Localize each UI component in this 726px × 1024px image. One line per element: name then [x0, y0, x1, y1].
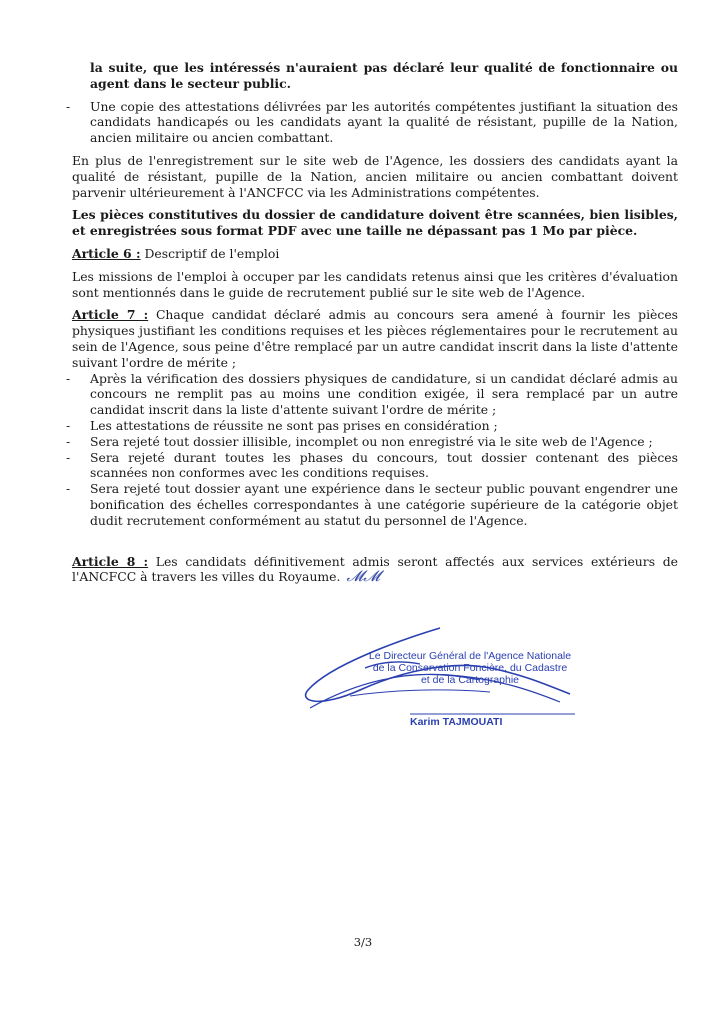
article-8-paragraph [72, 554, 678, 586]
list-item: - Sera rejeté tout dossier ayant une expérience dans le secteur public pouvant engendrer une bonification des échelles correspondantes à une catégorie supérieure de la catégorie objet dudit recrutement conformément au statut du personnel de l'Agence. [72, 481, 678, 528]
handwritten-initials: 𝓜𝓜 [346, 567, 381, 586]
page-number: 3/3 [353, 935, 373, 949]
article-8-text: Les candidats définitivement admis seront affectés aux services extérieurs de l'ANCFCC à travers les villes du Royaume. [72, 553, 679, 585]
stamp-line: de la Conservation Foncière, du Cadastre [372, 662, 568, 674]
enregistrement-paragraph: En plus de l'enregistrement sur le site web de l'Agence, les dossiers des candidats ayant la qualité de résistant, pupille de la Nation, ancien militaire ou ancien combattant doivent parvenir ultérieurement à l'ANCFCC via les Administrations compétentes. [72, 152, 678, 200]
document-body [72, 60, 678, 592]
spacer [72, 536, 678, 554]
article-7-paragraph [72, 307, 678, 370]
article-8-title: Article 8 : [72, 553, 149, 569]
list-item: - Sera rejeté tout dossier illisible, incomplet ou non enregistré via le site web de l'Agence ; [72, 434, 678, 450]
signature-block [290, 620, 590, 730]
article-6-label: Descriptif de l'emploi [140, 245, 280, 261]
article-7-title: Article 7 : [72, 307, 149, 323]
continued-paragraph: la suite, que les intéressés n'auraient pas déclaré leur qualité de fonctionnaire ou agent dans le secteur public. [90, 60, 678, 91]
signatory-name: Karim TAJMOUATI [410, 716, 503, 728]
signature-stamp [360, 650, 580, 686]
attestation-list [72, 99, 678, 146]
list-item: - Après la vérification des dossiers physiques de candidature, si un candidat déclaré admis au concours ne remplit pas au moins une condition exigée, il sera remplacé par un autre candidat inscrit dans la liste d'attente suivant l'ordre de mérite ; [72, 371, 678, 418]
list-item: - Les attestations de réussite ne sont pas prises en considération ; [72, 418, 678, 434]
article-6-text: Les missions de l'emploi à occuper par les candidats retenus ainsi que les critères d'évaluation sont mentionnés dans le guide de recrutement publié sur le site web de l'Agence. [72, 268, 678, 300]
pdf-requirement-paragraph: Les pièces constitutives du dossier de candidature doivent être scannées, bien lisibles, et enregistrées sous format PDF avec une taille ne dépassant pas 1 Mo par pièce. [72, 207, 678, 239]
article-7-text: Chaque candidat déclaré admis au concours sera amené à fournir les pièces physiques justifiant les conditions requises et les pièces réglementaires pour le recrutement au sein de l'Agence, sous peine d'être remplacé par un autre candidat inscrit dans la liste d'attente suivant l'ordre de mérite ; [72, 307, 679, 370]
stamp-line: Le Directeur Général de l'Agence Nationale [368, 650, 572, 662]
article-7-list [72, 371, 678, 529]
list-item: - Une copie des attestations délivrées par les autorités compétentes justifiant la situation des candidats handicapés ou les candidats ayant la qualité de résistant, pupille de la Nation, ancien militaire ou ancien combattant. [72, 99, 678, 146]
stamp-line: et de la Cartographie [420, 674, 520, 686]
article-6-title: Article 6 : [72, 245, 141, 261]
article-6-heading [72, 246, 678, 262]
list-item: - Sera rejeté durant toutes les phases du concours, tout dossier contenant des pièces scannées non conformes avec les conditions requises. [72, 450, 678, 482]
